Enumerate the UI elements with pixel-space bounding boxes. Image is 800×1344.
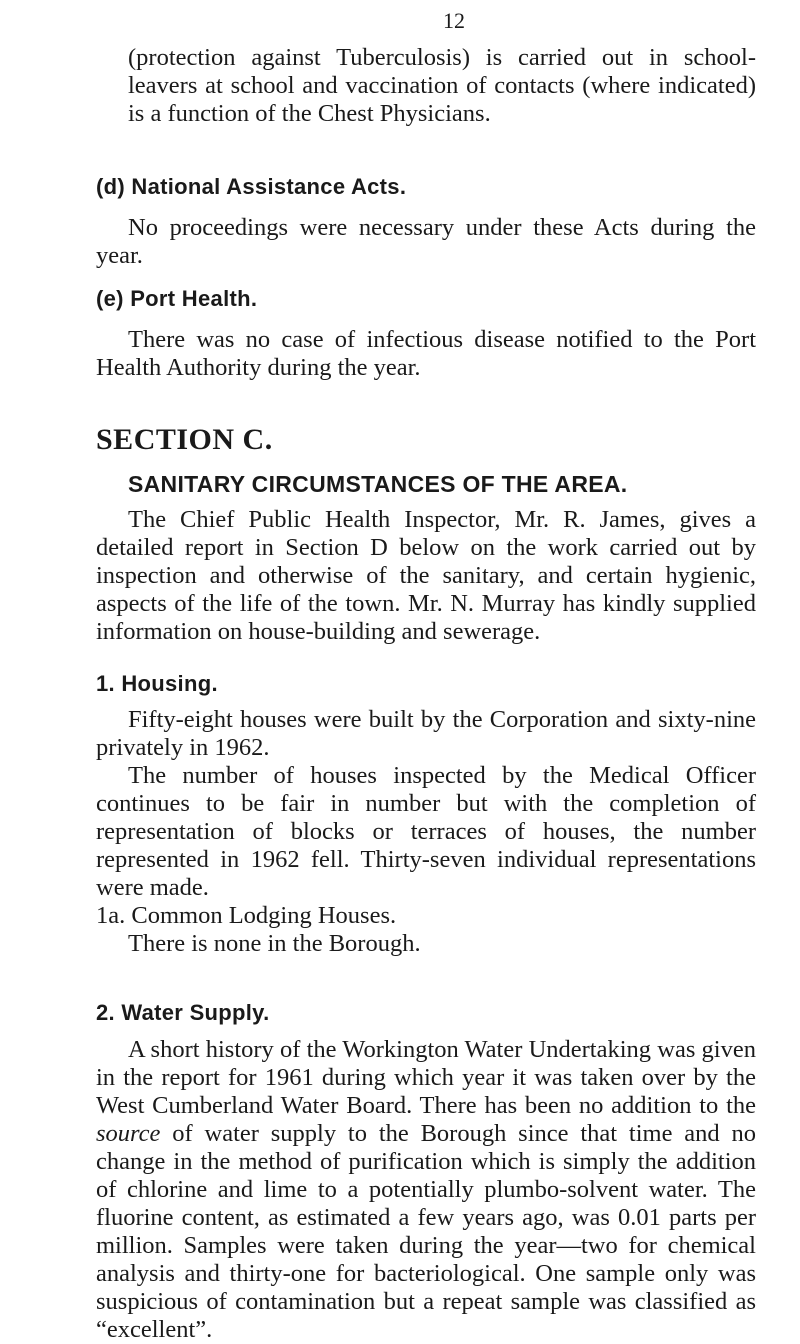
- housing-text-2: The number of houses inspected by the Medical Officer continues to be fair in number but with the completion of representation of blocks or terraces of houses, the number represented in 1962 fell. Thirty-seven individual representations were made.: [96, 762, 756, 901]
- port-health-paragraph: [96, 326, 756, 382]
- water-text-emphasis: source: [96, 1120, 161, 1147]
- page-number: 12: [443, 8, 465, 33]
- national-assistance-heading: (d) National Assistance Acts.: [96, 174, 407, 199]
- water-text-part-1: A short history of the Workington Water Undertaking was given in the report for 1961 during which year it was taken over by the West Cumberland Water Board. There has been no addition to the: [96, 1036, 756, 1119]
- water-text-part-2: of water supply to the Borough since that time and no change in the method of purification which is simply the addition of chlorine and lime to a potentially plumbo-solvent water. The fluorine content, as estimated a few years ago, was 0.01 parts per million. Samples were taken during the year—two for chemical analysis and thirty-one for bacteriological. One sample only was suspicious of contamination but a repeat sample was classified as “excellent”.: [96, 1120, 756, 1343]
- intro-paragraph: [128, 44, 756, 128]
- section-paragraph: [96, 506, 756, 646]
- national-assistance-paragraph: [96, 214, 756, 270]
- lodging-houses-text: There is none in the Borough.: [128, 930, 421, 957]
- housing-text-1: Fifty-eight houses were built by the Corporation and sixty-nine privately in 1962.: [96, 706, 756, 761]
- water-supply-heading: 2. Water Supply.: [96, 1000, 270, 1025]
- housing-paragraphs: [96, 706, 756, 958]
- section-subtitle: SANITARY CIRCUMSTANCES OF THE AREA.: [128, 471, 628, 497]
- intro-text: (protection against Tuberculosis) is carried out in school-leavers at school and vaccination of contacts (where indicated) is a function of the Chest Physicians.: [128, 44, 756, 127]
- water-supply-text: [96, 1036, 756, 1344]
- housing-heading: 1. Housing.: [96, 671, 218, 696]
- water-supply-paragraph: [96, 1036, 756, 1344]
- lodging-houses-heading: 1a. Common Lodging Houses.: [96, 902, 397, 929]
- port-health-text: There was no case of infectious disease notified to the Port Health Authority during the year.: [96, 326, 756, 381]
- national-assistance-text: No proceedings were necessary under these Acts during the year.: [96, 214, 756, 269]
- port-health-heading: (e) Port Health.: [96, 286, 258, 311]
- section-title: SECTION C.: [96, 423, 273, 456]
- section-text: The Chief Public Health Inspector, Mr. R. James, gives a detailed report in Section D below on the work carried out by inspection and otherwise of the sanitary, and certain hygienic, aspects of the life of the town. Mr. N. Murray has kindly supplied information on house-building and sewerage.: [96, 506, 756, 645]
